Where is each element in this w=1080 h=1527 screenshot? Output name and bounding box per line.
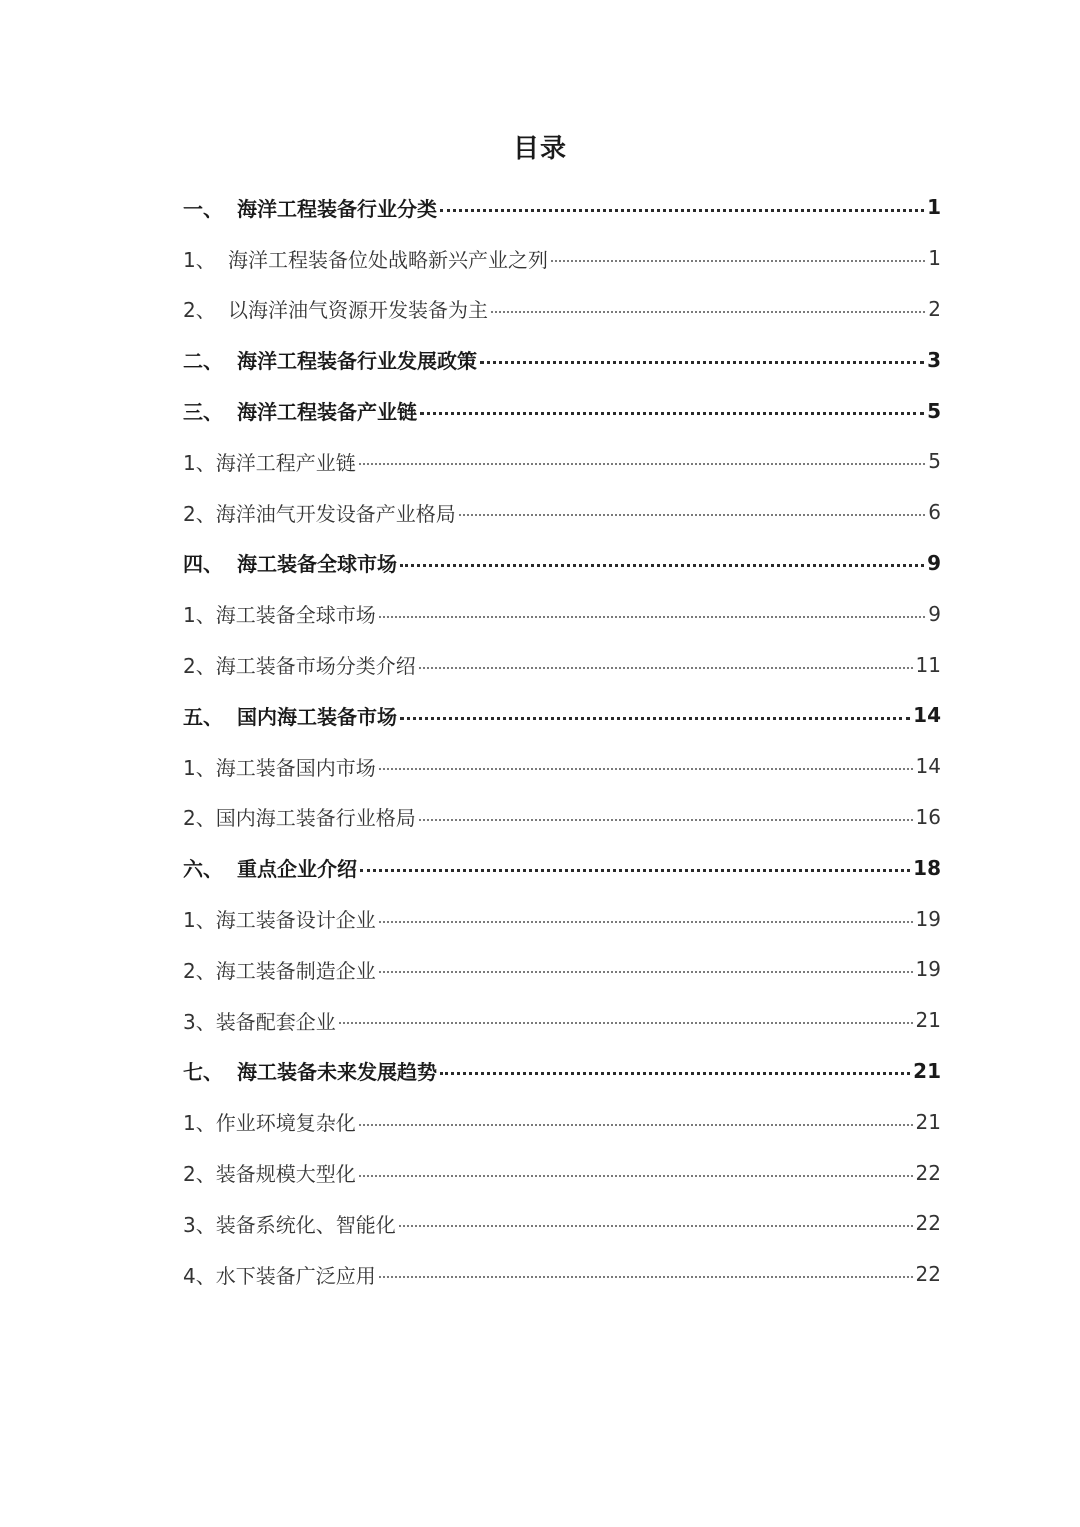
toc-entry-page-number: 11 — [915, 652, 941, 677]
toc-entry-title: 海工装备市场分类介绍 — [215, 654, 416, 679]
toc-entry-page-number: 9 — [928, 601, 941, 626]
toc-entry-page-number: 6 — [928, 500, 941, 525]
toc-entry-number: 4、 — [183, 1263, 216, 1288]
toc-entry-page-number: 9 — [927, 550, 941, 575]
toc-section-entry[interactable] — [183, 284, 941, 335]
toc-chapter-entry[interactable] — [183, 385, 941, 436]
toc-entry-number: 六、 — [183, 857, 223, 882]
toc-entry-number: 3、 — [183, 1009, 216, 1034]
toc-section-entry[interactable] — [183, 588, 941, 639]
toc-entry-title: 海洋工程装备产业链 — [237, 400, 417, 425]
toc-dot-leader — [440, 1072, 910, 1075]
toc-dot-leader — [359, 463, 926, 465]
toc-entry-page-number: 14 — [915, 754, 941, 779]
toc-entry-page-number: 22 — [915, 1211, 941, 1236]
toc-dot-leader — [440, 209, 924, 212]
toc-entry-number: 2、 — [183, 806, 216, 831]
toc-entry-page-number: 3 — [927, 347, 941, 372]
toc-dot-leader — [419, 667, 913, 669]
toc-dot-leader — [379, 921, 913, 923]
toc-entry-number: 3、 — [183, 1212, 216, 1237]
toc-chapter-entry[interactable] — [183, 842, 941, 893]
toc-chapter-entry[interactable] — [183, 1046, 941, 1097]
toc-dot-leader — [359, 1124, 913, 1126]
toc-chapter-entry[interactable] — [183, 182, 941, 233]
toc-entry-title: 海工装备全球市场 — [237, 552, 397, 577]
toc-entry-number: 2、 — [183, 298, 216, 323]
toc-dot-leader — [459, 514, 926, 516]
toc-entry-number: 五、 — [183, 704, 223, 729]
toc-entry-title: 国内海工装备市场 — [237, 704, 397, 729]
toc-dot-leader — [420, 412, 924, 415]
toc-chapter-entry[interactable] — [183, 538, 941, 589]
toc-list — [183, 182, 941, 1300]
toc-entry-number: 四、 — [183, 552, 223, 577]
toc-entry-page-number: 5 — [928, 449, 941, 474]
toc-entry-page-number: 2 — [928, 296, 941, 321]
toc-dot-leader — [400, 564, 924, 567]
toc-entry-page-number: 21 — [915, 1109, 941, 1134]
toc-entry-number: 1、 — [183, 755, 216, 780]
toc-dot-leader — [419, 819, 913, 821]
toc-dot-leader — [379, 971, 913, 973]
toc-entry-page-number: 21 — [913, 1058, 941, 1083]
toc-entry-page-number: 1 — [927, 195, 941, 220]
toc-entry-title: 海洋工程装备位处战略新兴产业之列 — [228, 247, 548, 272]
toc-entry-number: 1、 — [183, 247, 216, 272]
toc-dot-leader — [379, 616, 926, 618]
toc-entry-page-number: 1 — [928, 246, 941, 271]
toc-dot-leader — [491, 311, 925, 313]
toc-entry-page-number: 22 — [915, 1262, 941, 1287]
toc-dot-leader — [399, 1225, 913, 1227]
toc-entry-title: 以海洋油气资源开发装备为主 — [228, 298, 488, 323]
toc-entry-title: 装备系统化、智能化 — [215, 1212, 396, 1237]
toc-entry-title: 海洋工程装备行业发展政策 — [237, 349, 477, 374]
toc-entry-page-number: 16 — [915, 804, 941, 829]
toc-entry-number: 七、 — [183, 1060, 223, 1085]
toc-section-entry[interactable] — [183, 944, 941, 995]
toc-entry-page-number: 14 — [913, 703, 941, 728]
toc-section-entry[interactable] — [183, 792, 941, 843]
toc-dot-leader — [400, 717, 910, 720]
toc-entry-title: 海工装备全球市场 — [215, 603, 376, 628]
toc-entry-number: 1、 — [183, 908, 216, 933]
toc-title: 目录 — [512, 134, 567, 164]
toc-entry-title: 海洋工程产业链 — [215, 450, 356, 475]
toc-entry-title: 国内海工装备行业格局 — [215, 806, 416, 831]
toc-entry-page-number: 5 — [927, 398, 941, 423]
toc-section-entry[interactable] — [183, 893, 941, 944]
toc-entry-number: 2、 — [183, 958, 216, 983]
toc-section-entry[interactable] — [183, 1198, 941, 1249]
toc-entry-number: 二、 — [183, 349, 223, 374]
toc-chapter-entry[interactable] — [183, 334, 941, 385]
toc-entry-title: 海工装备未来发展趋势 — [237, 1060, 437, 1085]
toc-section-entry[interactable] — [183, 1096, 941, 1147]
toc-entry-title: 海工装备制造企业 — [215, 958, 376, 983]
toc-dot-leader — [379, 768, 913, 770]
toc-entry-number: 2、 — [183, 654, 216, 679]
toc-section-entry[interactable] — [183, 487, 941, 538]
toc-dot-leader — [359, 1175, 913, 1177]
toc-entry-title: 重点企业介绍 — [237, 857, 357, 882]
toc-entry-page-number: 19 — [915, 957, 941, 982]
toc-section-entry[interactable] — [183, 741, 941, 792]
toc-entry-title: 海工装备设计企业 — [215, 908, 376, 933]
toc-dot-leader — [339, 1022, 913, 1024]
toc-entry-page-number: 21 — [915, 1008, 941, 1033]
toc-entry-title: 作业环境复杂化 — [215, 1111, 356, 1136]
toc-chapter-entry[interactable] — [183, 690, 941, 741]
toc-entry-title: 海洋油气开发设备产业格局 — [215, 501, 456, 526]
toc-entry-number: 1、 — [183, 1111, 216, 1136]
toc-entry-title: 水下装备广泛应用 — [215, 1263, 376, 1288]
toc-dot-leader — [551, 260, 925, 262]
toc-entry-number: 1、 — [183, 603, 216, 628]
toc-section-entry[interactable] — [183, 233, 941, 284]
toc-section-entry[interactable] — [183, 1249, 941, 1300]
toc-entry-title: 海工装备国内市场 — [215, 755, 376, 780]
toc-section-entry[interactable] — [183, 639, 941, 690]
toc-entry-number: 1、 — [183, 450, 216, 475]
toc-section-entry[interactable] — [183, 436, 941, 487]
toc-entry-number: 一、 — [183, 196, 223, 221]
toc-section-entry[interactable] — [183, 1147, 941, 1198]
toc-dot-leader — [360, 869, 910, 872]
toc-entry-number: 2、 — [183, 1162, 216, 1187]
toc-entry-page-number: 19 — [915, 906, 941, 931]
toc-entry-page-number: 22 — [915, 1160, 941, 1185]
toc-section-entry[interactable] — [183, 995, 941, 1046]
toc-entry-number: 2、 — [183, 501, 216, 526]
toc-dot-leader — [480, 361, 924, 364]
toc-entry-title: 装备配套企业 — [215, 1009, 336, 1034]
toc-entry-page-number: 18 — [913, 855, 941, 880]
toc-dot-leader — [379, 1276, 913, 1278]
toc-entry-title: 装备规模大型化 — [215, 1162, 356, 1187]
toc-entry-title: 海洋工程装备行业分类 — [237, 196, 437, 221]
toc-entry-number: 三、 — [183, 400, 223, 425]
